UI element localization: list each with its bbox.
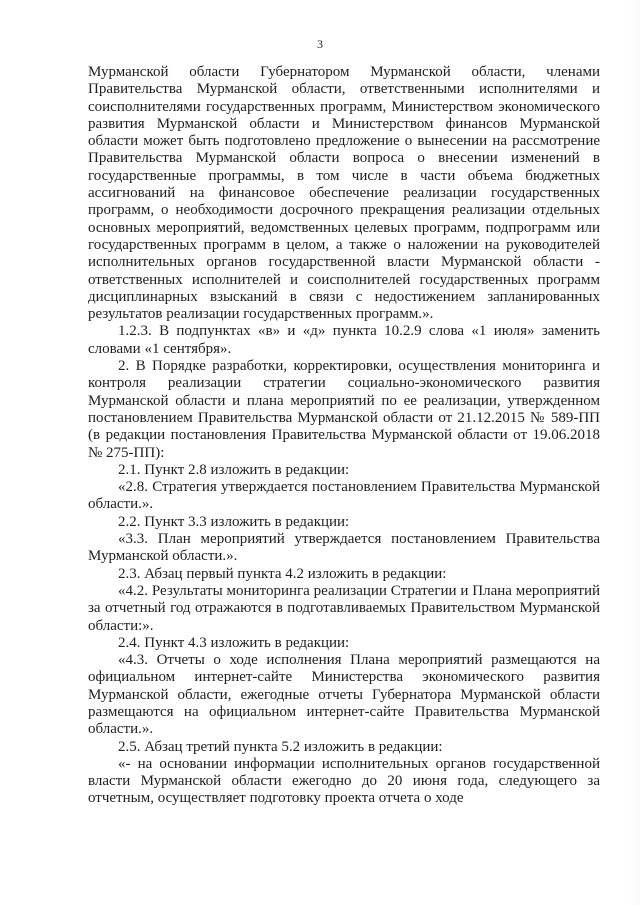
- paragraph-2-strategy-procedure: 2. В Порядке разработки, корректировки, осуществления мониторинга и контроля реализации стратегии социально-экономического развития Мурманской области и плана мероприятий по ее реализации, утвержденном постановлением Правительства Мурманской области от 21.12.2015 № 589-ПП (в редакции постановления Правительства Мурманской области от 19.06.2018 № 275-ПП):: [88, 358, 600, 461]
- paragraph-2-1: 2.1. Пункт 2.8 изложить в редакции:: [118, 461, 350, 478]
- paragraph-1-2-3: 1.2.3. В подпунктах «в» и «д» пункта 10.2.9 слова «1 июля» заменить словами «1 сентября».: [88, 323, 600, 357]
- page-number: 3: [317, 37, 323, 51]
- paragraph-2-8-quote: «2.8. Стратегия утверждается постановлением Правительства Мурманской области.».: [88, 479, 600, 513]
- scan-edge-shadow: [626, 0, 640, 905]
- paragraph-4-3-quote: «4.3. Отчеты о ходе исполнения Плана мероприятий размещаются на официальном интернет-сайте Министерства экономического развития Мурманской области, ежегодные отчеты Губернатора Мурманской области размещаются на официальном интернет-сайте Правительства Мурманской области.».: [88, 652, 600, 738]
- paragraph-5-2-quote: «- на основании информации исполнительных органов государственной власти Мурманской области ежегодно до 20 июня года, следующего за отчетным, осуществляет подготовку проекта отчета о ходе: [88, 755, 600, 807]
- paragraph-intro-continuation: Мурманской области Губернатором Мурманской области, членами Правительства Мурманской области, ответственными исполнителями и соисполнителями государственных программ, Министерством экономического развития Мурманской области и Министерством финансов Мурманской области может быть подготовлено предложение о вынесении на рассмотрение Правительства Мурманской области вопроса о внесении изменений в государственные программы, в том числе в части объема бюджетных ассигнований на финансовое обеспечение реализации государственных программ, о необходимости досрочного прекращения реализации отдельных основных мероприятий, ведомственных целевых программ, подпрограмм или государственных программ в целом, а также о наложении на руководителей исполнительных органов государственной власти Мурманской области - ответственных исполнителей и соисполнителей государственных программ дисциплинарных взысканий в связи с недостижением запланированных результатов реализации государственных программ.».: [88, 64, 600, 323]
- paragraph-3-3-quote: «3.3. План мероприятий утверждается постановлением Правительства Мурманской области.».: [88, 531, 600, 565]
- document-body: [88, 64, 600, 808]
- paragraph-4-2-quote: «4.2. Результаты мониторинга реализации Стратегии и Плана мероприятий за отчетный год отражаются в подготавливаемых Правительством Мурманской области:».: [88, 582, 600, 634]
- paragraph-2-5: 2.5. Абзац третий пункта 5.2 изложить в редакции:: [118, 738, 443, 755]
- paragraph-2-4: 2.4. Пункт 4.3 изложить в редакции:: [118, 634, 350, 651]
- paragraph-2-3: 2.3. Абзац первый пункта 4.2 изложить в редакции:: [118, 565, 447, 582]
- paragraph-2-2: 2.2. Пункт 3.3 изложить в редакции:: [118, 513, 350, 530]
